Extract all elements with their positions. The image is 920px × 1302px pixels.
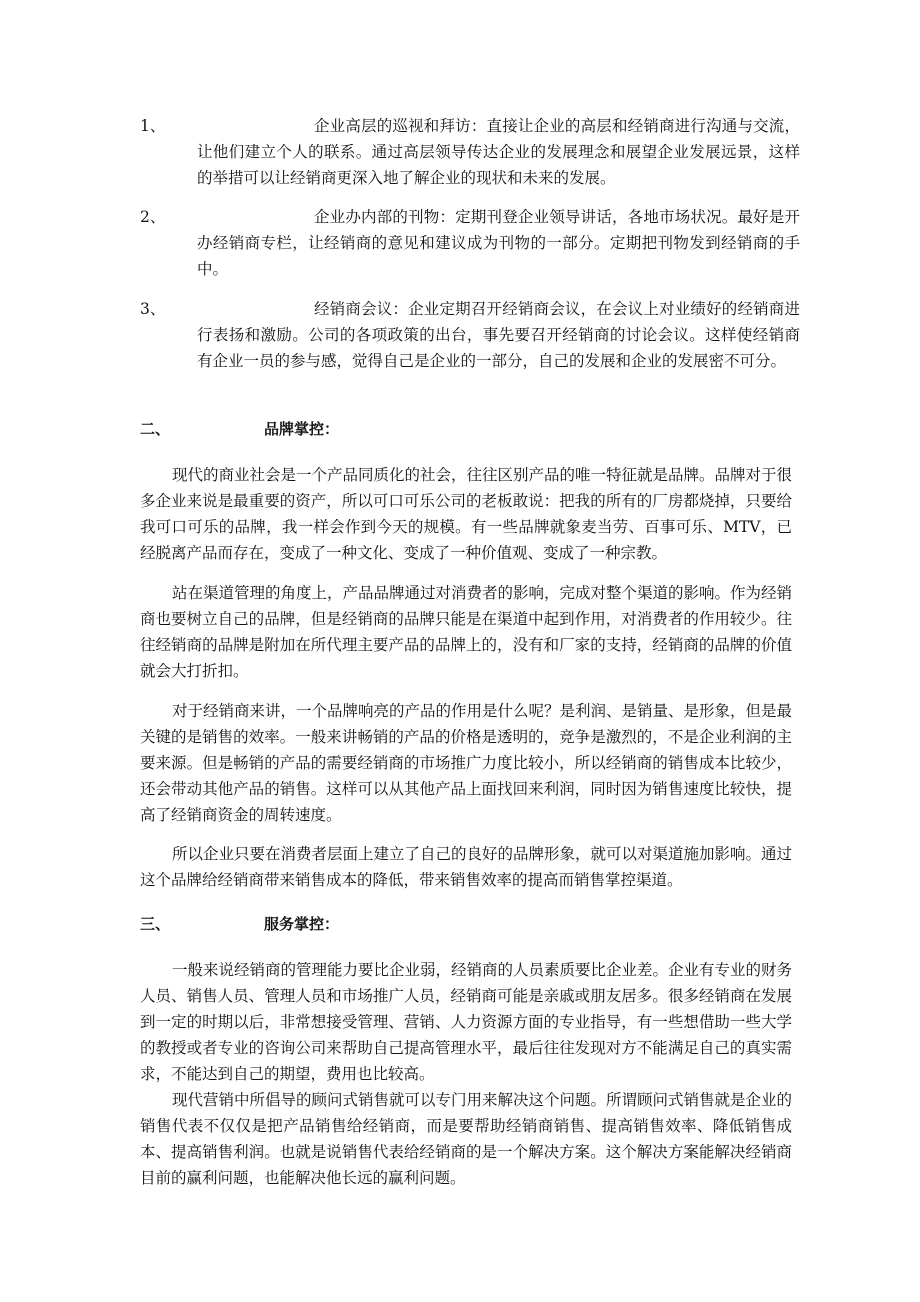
section-number: 二、 <box>140 420 171 438</box>
list-item <box>140 204 800 282</box>
paragraph: 站在渠道管理的角度上，产品品牌通过对消费者的影响，完成对整个渠道的影响。作为经销商也要树立自己的品牌，但是经销商的品牌只能是在渠道中起到作用，对消费者的作用较少。往往经销商的品牌是附加在所代理主要产品的品牌上的，没有和厂家的支持，经销商的品牌的价值就会大打折扣。 <box>140 584 793 680</box>
paragraph: 一般来说经销商的管理能力要比企业弱，经销商的人员素质要比企业差。企业有专业的财务人员、销售人员、管理人员和市场推广人员，经销商可能是亲戚或朋友居多。很多经销商在发展到一定的时期以后，非常想接受管理、营销、人力资源方面的专业指导，有一些想借助一些大学的教授或者专业的咨询公司来帮助自己提高管理水平，最后往往发现对方不能满足自己的真实需求，不能达到自己的期望，费用也比较高。 <box>140 961 793 1083</box>
section-heading-service <box>140 911 339 937</box>
section-number: 三、 <box>140 915 171 933</box>
list-text: 经销商会议：企业定期召开经销商会议，在会议上对业绩好的经销商进行表扬和激励。公司的各项政策的出台，事先要召开经销商的讨论会议。这样使经销商有企业一员的参与感，觉得自己是企业的一部分，自己的发展和企业的发展密不可分。 <box>197 300 800 370</box>
list-number: 2、 <box>140 208 166 226</box>
list-number: 3、 <box>140 300 166 318</box>
list-text: 企业办内部的刊物：定期刊登企业领导讲话，各地市场状况。最好是开办经销商专栏，让经销商的意见和建议成为刊物的一部分。定期把刊物发到经销商的手中。 <box>197 208 800 278</box>
paragraph: 所以企业只要在消费者层面上建立了自己的良好的品牌形象，就可以对渠道施加影响。通过这个品牌给经销商带来销售成本的降低，带来销售效率的提高而销售掌控渠道。 <box>140 845 793 889</box>
paragraph: 对于经销商来讲，一个品牌响亮的产品的作用是什么呢？是利润、是销量、是形象，但是最关键的是销售的效率。一般来讲畅销的产品的价格是透明的，竞争是激烈的，不是企业利润的主要来源。但是畅销的产品的需要经销商的市场推广力度比较小，所以经销商的销售成本比较少，还会带动其他产品的销售。这样可以从其他产品上面找回来利润，同时因为销售速度比较快，提高了经销商资金的周转速度。 <box>140 702 793 824</box>
paragraph: 现代营销中所倡导的顾问式销售就可以专门用来解决这个问题。所谓顾问式销售就是企业的销售代表不仅仅是把产品销售给经销商，而是要帮助经销商销售、提高销售效率、降低销售成本、提高销售利润。也就是说销售代表给经销商的是一个解决方案。这个解决方案能解决经销商目前的赢利问题，也能解决他长远的赢利问题。 <box>140 1091 793 1187</box>
section-heading-brand <box>140 416 339 442</box>
list-text: 企业高层的巡视和拜访：直接让企业的高层和经销商进行沟通与交流，让他们建立个人的联系。通过高层领导传达企业的发展理念和展望企业发展远景，这样的举措可以让经销商更深入地了解企业的现状和未来的发展。 <box>197 117 800 187</box>
list-number: 1、 <box>140 117 166 135</box>
section-title: 服务掌控： <box>264 915 340 933</box>
list-item <box>140 113 800 191</box>
section-title: 品牌掌控： <box>264 420 340 438</box>
paragraph: 现代的商业社会是一个产品同质化的社会，往往区别产品的唯一特征就是品牌。品牌对于很多企业来说是最重要的资产，所以可口可乐公司的老板敢说：把我的所有的厂房都烧掉，只要给我可口可乐的品牌，我一样会作到今天的规模。有一些品牌就象麦当劳、百事可乐、MTV，已经脱离产品而存在，变成了一种文化、变成了一种价值观、变成了一种宗教。 <box>140 466 793 562</box>
list-item <box>140 296 800 374</box>
